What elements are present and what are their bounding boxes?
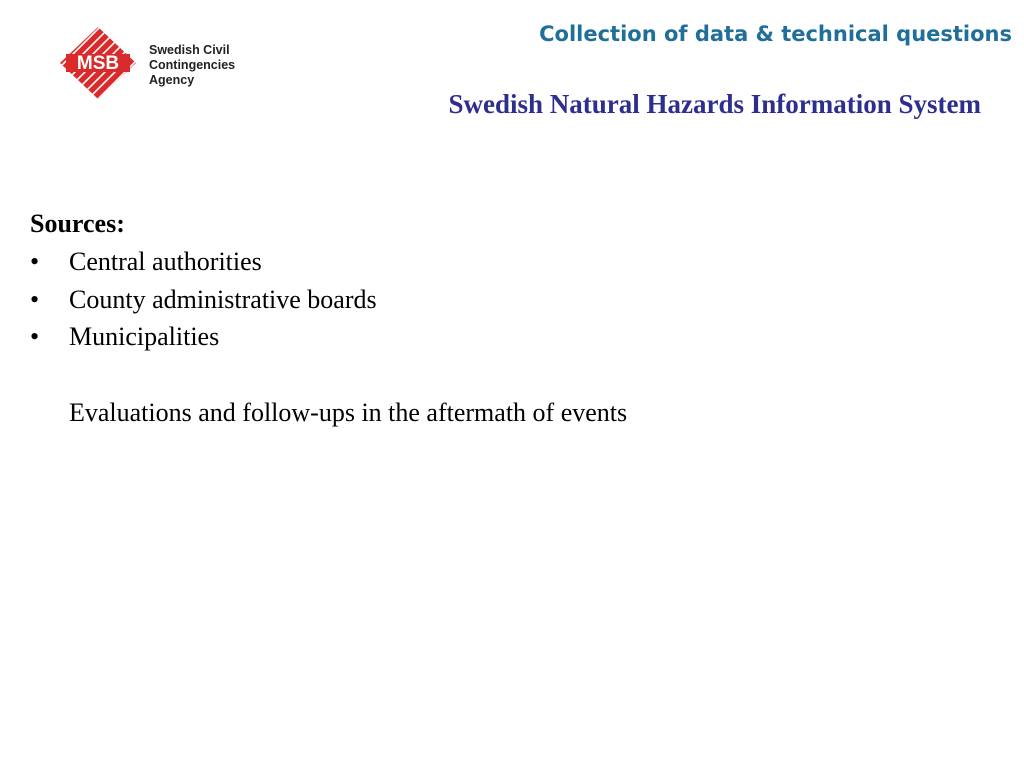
bullet-icon: • bbox=[30, 247, 40, 276]
evaluation-note: Evaluations and follow-ups in the aftermath of events bbox=[69, 397, 628, 427]
header-title: Collection of data & technical questions bbox=[539, 22, 1012, 46]
bullet-icon: • bbox=[30, 322, 40, 351]
agency-name-line: Swedish Civil bbox=[149, 43, 230, 57]
list-item bbox=[30, 243, 627, 281]
page-title: Swedish Natural Hazards Information System bbox=[448, 89, 981, 119]
agency-name bbox=[149, 43, 235, 88]
sources-list bbox=[30, 243, 627, 356]
list-item bbox=[30, 318, 627, 356]
list-item-text: Central authorities bbox=[69, 247, 262, 276]
bullet-icon: • bbox=[30, 284, 40, 314]
msb-diamond-logo-icon bbox=[60, 27, 136, 99]
list-item-text: Municipalities bbox=[69, 322, 220, 351]
logo-mark-text: MSB bbox=[76, 53, 120, 74]
agency-name-line: Contingencies bbox=[149, 58, 236, 72]
list-item bbox=[30, 281, 627, 319]
agency-logo bbox=[60, 27, 260, 99]
agency-name-line: Agency bbox=[149, 73, 195, 87]
list-item-text: County administrative boards bbox=[69, 284, 377, 314]
slide-body bbox=[30, 205, 627, 431]
sources-heading: Sources: bbox=[30, 209, 125, 238]
